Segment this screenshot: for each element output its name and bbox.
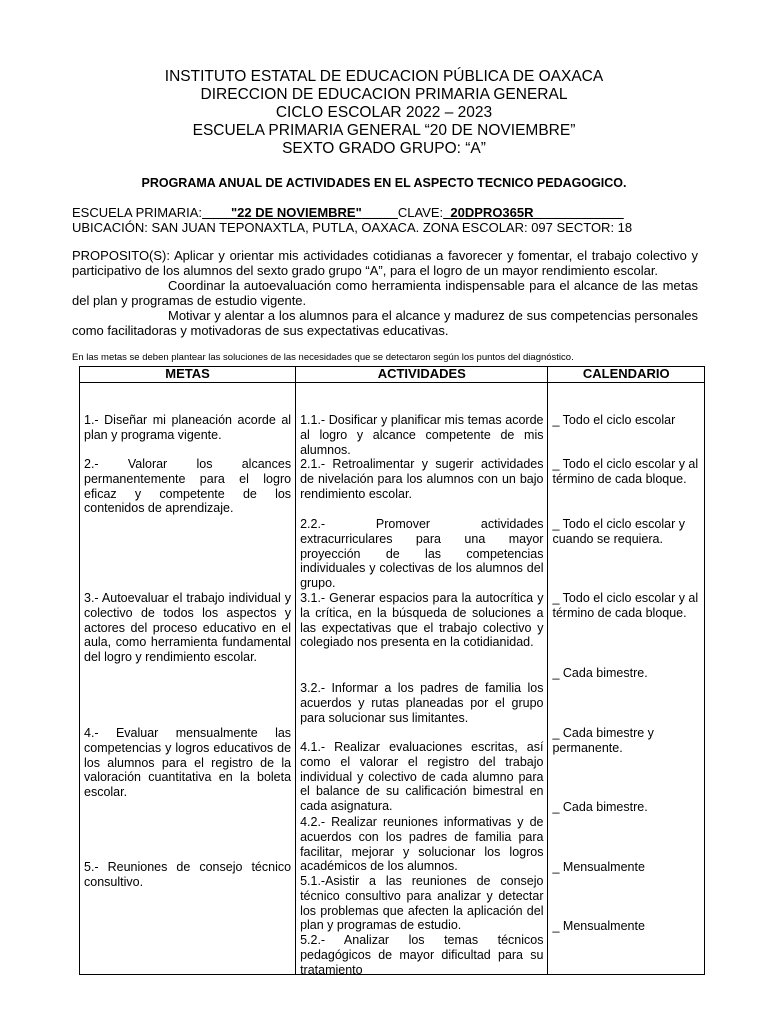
purpose-label: PROPOSITO(S):: [72, 248, 170, 263]
school-value: "22 DE NOVIEMBRE": [230, 205, 362, 220]
activity-item: 5.2.- Analizar los temas técnicos pedagógicos de mayor dificultad para su tratamiento: [300, 933, 544, 977]
purpose-p3: Motivar y alentar a los alumnos para el alcance y madurez de sus competencias personales como facilitadoras y motivadoras de sus expectativas educativas.: [72, 308, 698, 338]
header-actividades: ACTIVIDADES: [296, 367, 548, 383]
document-header: [0, 68, 768, 158]
clave-value: 20DPRO365R: [450, 205, 534, 220]
table-row: [80, 383, 705, 975]
header-grade: SEXTO GRADO GRUPO: “A”: [282, 140, 486, 157]
calendar-item: _ Mensualmente: [552, 860, 645, 874]
calendar-item: _ Mensualmente: [552, 919, 645, 933]
meta-item: 4.- Evaluar mensualmente las competencias y logros educativos de los alumnos para el registro de la valoración cuantitativa en la boleta escolar.: [84, 726, 292, 800]
actividades-cell: [296, 383, 548, 975]
header-metas: METAS: [80, 367, 296, 383]
school-info: [72, 205, 722, 235]
location-row: UBICACIÓN: SAN JUAN TEPONAXTLA, PUTLA, OAXACA. ZONA ESCOLAR: 097 SECTOR: 18: [72, 220, 633, 235]
meta-item: 5.- Reuniones de consejo técnico consultivo.: [84, 860, 292, 889]
header-cycle: CICLO ESCOLAR 2022 – 2023: [275, 104, 493, 121]
header-calendario: CALENDARIO: [548, 367, 705, 383]
diagnostic-note: En las metas se deben plantear las soluciones de las necesidades que se detectaron según los puntos del diagnóstico.: [72, 352, 574, 363]
calendar-item: _ Todo el ciclo escolar: [552, 413, 676, 427]
purpose-p1: PROPOSITO(S): Aplicar y orientar mis actividades cotidianas a favorecer y fomentar, el trabajo colectivo y participativo de los alumnos del sexto grado grupo “A”, para el logro de un mayor rendimiento escolar.: [72, 248, 698, 278]
calendar-item: _ Cada bimestre.: [552, 666, 648, 680]
calendar-item: _ Cada bimestre y permanente.: [552, 726, 654, 755]
purpose-section: [72, 248, 698, 338]
activity-item: 3.2.- Informar a los padres de familia los acuerdos y rutas planeadas por el grupo para solucionar sus limitantes.: [300, 681, 544, 725]
activity-item: 3.1.- Generar espacios para la autocrítica y la crítica, en la búsqueda de soluciones a las expectativas que el trabajo colectivo y colegiado nos presenta en la cotidianidad.: [300, 591, 544, 650]
calendar-item: _ Todo el ciclo escolar y cuando se requiera.: [552, 517, 685, 546]
activities-table: [79, 366, 705, 975]
activity-item: 5.1.-Asistir a las reuniones de consejo técnico consultivo para analizar y detectar los problemas que afecten la aplicación del plan y programas de estudio.: [300, 874, 544, 933]
calendario-cell: [548, 383, 705, 975]
header-direction: DIRECCION DE EDUCACION PRIMARIA GENERAL: [200, 86, 568, 103]
activity-item: 2.1.- Retroalimentar y sugerir actividades de nivelación para los alumnos con un bajo rendimiento escolar.: [300, 457, 544, 501]
metas-cell: [80, 383, 296, 975]
meta-item: 2.- Valorar los alcances permanentemente para el logro eficaz y competente de los contenidos de aprendizaje.: [84, 457, 292, 516]
header-institute: INSTITUTO ESTATAL DE EDUCACION PÚBLICA DE OAXACA: [164, 68, 604, 85]
activity-item: 2.2.- Promover actividades extracurriculares para una mayor proyección de las competencias individuales y colectivas de los alumnos del grupo.: [300, 517, 544, 591]
activity-item: 4.2.- Realizar reuniones informativas y de acuerdos con los padres de familia para facilitar, mejorar y solucionar los logros académicos de los alumnos.: [300, 815, 544, 874]
clave-label: CLAVE:: [397, 205, 444, 220]
document-subtitle: PROGRAMA ANUAL DE ACTIVIDADES EN EL ASPECTO TECNICO PEDAGOGICO.: [141, 176, 627, 190]
school-label: ESCUELA PRIMARIA:: [72, 205, 203, 220]
activity-item: 1.1.- Dosificar y planificar mis temas acorde al logro y alcance competente de mis alumnos.: [300, 413, 544, 457]
purpose-p2: Coordinar la autoevaluación como herramienta indispensable para el alcance de las metas del plan y programas de estudio vigente.: [72, 278, 698, 308]
activity-item: 4.1.- Realizar evaluaciones escritas, así como el valorar el registro del trabajo individual y colectivo de cada alumno para el balance de su calificación bimestral en cada asignatura.: [300, 740, 544, 814]
calendar-item: _ Cada bimestre.: [552, 800, 648, 814]
meta-item: 1.- Diseñar mi planeación acorde al plan y programa vigente.: [84, 413, 292, 442]
table-header-row: [80, 367, 705, 383]
school-row: [72, 205, 722, 220]
meta-item: 3.- Autoevaluar el trabajo individual y colectivo de todos los aspectos y actores del proceso educativo en el aula, como herramienta fundamental del logro y rendimiento escolar.: [84, 591, 292, 665]
calendar-item: _ Todo el ciclo escolar y al término de cada bloque.: [552, 591, 699, 620]
header-school: ESCUELA PRIMARIA GENERAL “20 DE NOVIEMBRE”: [192, 122, 576, 139]
calendar-item: _ Todo el ciclo escolar y al término de cada bloque.: [552, 457, 699, 486]
